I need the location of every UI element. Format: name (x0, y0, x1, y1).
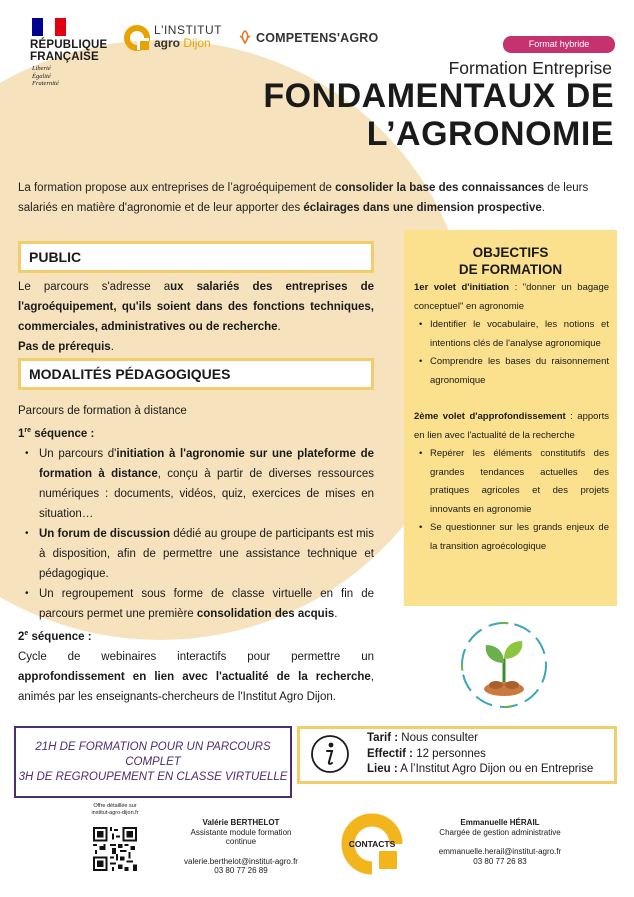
title-line1: FONDAMENTAUX DE (263, 77, 614, 115)
list-item: • Identifier le vocabulaire, les notions et intentions clés de l'analyse agronomique (414, 316, 609, 353)
volet-1-heading (414, 279, 609, 316)
volet-2-label: 2ème volet d'approfondissement (414, 411, 566, 422)
republique-francaise-logo (30, 39, 107, 63)
hours-line1: 21H DE FORMATION POUR UN PARCOURS (35, 741, 271, 753)
motto-liberte: Liberté (32, 65, 51, 72)
intro-bold-1: consolider la base des connaissances (335, 182, 545, 194)
public-bold-1: ux salariés des entreprises de l'agroéquipement, qu'ils soient dans des fonctions techniques, commerciales, administratives ou de recherche (18, 281, 374, 333)
info-text (367, 731, 593, 778)
contacts-label: CONTACTS (348, 839, 396, 849)
sequence-1-heading (18, 421, 374, 444)
title-line2: L’AGRONOMIE (366, 115, 614, 153)
b3-text-1: Un regroupement sous forme de classe virtuelle en fin de parcours permet une première (39, 587, 374, 620)
contact-role: Chargée de gestion administrative (439, 827, 561, 837)
effectif-line (367, 747, 593, 763)
seq2-text-1: Cycle de webinaires interactifs pour permettre un (18, 650, 374, 663)
contact-name: Emmanuelle HÉRAIL (460, 818, 540, 827)
contact-email[interactable]: valerie.berthelot@institut-agro.fr (184, 856, 298, 866)
motto-fraternite: Fraternité (32, 80, 59, 87)
list-item: • Repérer les éléments constitutifs des grandes tendances actuelles des pratiques agricoles et des projets innovants en agronomie (414, 445, 609, 519)
b3-text-2: . (334, 607, 338, 620)
competens-agro-text: COMPETENS'AGRO (256, 31, 379, 45)
modalites-intro: Parcours de formation à distance (18, 405, 187, 417)
republique-motto (32, 65, 59, 88)
seq2-text-2: , animés par les enseignants-chercheurs de l'Institut Agro Dijon. (18, 670, 374, 703)
intro-bold-2: éclairages dans une dimension prospective (303, 202, 542, 214)
format-badge: Format hybride (503, 36, 615, 53)
sequence-1-list (18, 444, 374, 624)
intro-text-3: . (541, 202, 545, 214)
seq2-num: 2 (18, 630, 25, 643)
tarif-label: Tarif : (367, 732, 399, 744)
institut-agro-logo (123, 24, 151, 52)
intro-text-1: La formation propose aux entreprises de l’agroéquipement de (18, 182, 336, 194)
republique-line1: RÉPUBLIQUE (30, 39, 108, 51)
list-item: • Se questionner sur les grands enjeux de la transition agroécologique (414, 519, 609, 556)
public-text-1: Le parcours s'adresse a (18, 281, 171, 293)
seq1-num: 1 (18, 427, 25, 440)
intro-text-2: de leurs salariés en matière d'agronomie et de leur apporter des (18, 182, 589, 214)
institut-dijon-word: Dijon (183, 36, 211, 50)
contact-emmanuelle (420, 818, 580, 866)
b1-bold-1: initiation à l'agronomie sur une plateforme de formation à distance (39, 447, 374, 480)
contact-phone: 03 80 77 26 83 (473, 856, 527, 866)
hours-line3: 3H DE REGROUPEMENT EN CLASSE VIRTUELLE (18, 771, 288, 783)
contact-valerie (170, 818, 312, 876)
seq1-sup: re (24, 427, 32, 434)
modalites-body (18, 401, 374, 707)
public-paragraph (18, 277, 374, 357)
seq2-bold-1: approfondissement en lien avec l'actualité de la recherche (18, 670, 371, 683)
objectifs-title-line2: DE FORMATION (458, 262, 563, 277)
b3-bold-1: consolidation des acquis (196, 607, 335, 620)
institut-text: L'INSTITUT (154, 23, 222, 37)
contact-role-2: continue (225, 837, 257, 846)
qr-label-line1: Offre détaillée sur (93, 803, 137, 809)
objectifs-title (404, 244, 617, 278)
objectifs-title-line1: OBJECTIFS (472, 245, 549, 260)
hours-line2: COMPLET (125, 756, 181, 768)
seq2-rest: séquence : (28, 630, 92, 643)
b1-text-1: Un parcours d' (39, 447, 117, 460)
contact-role: Assistante module formation (190, 827, 292, 837)
list-item (18, 444, 374, 524)
volet-1-label: 1er volet d'initiation (414, 282, 510, 293)
institut-agro-word: agro (154, 36, 181, 50)
seq1-rest: séquence : (31, 427, 95, 440)
b1-text-2: , conçu à partir de diverses ressources numériques : documents, vidéos, quiz, exercices de mises en situation… (39, 467, 375, 520)
volet-1-list (414, 316, 609, 390)
contact-email[interactable]: emmanuelle.herail@institut-agro.fr (438, 847, 562, 856)
contact-phone: 03 80 77 26 89 (214, 866, 268, 875)
intro-paragraph (18, 178, 618, 218)
volet-1-text: : "donner un bagage conceptuel" en agronomie (414, 282, 610, 312)
volet-2-heading (414, 408, 609, 445)
list-item (18, 584, 374, 624)
public-text-2: . (277, 321, 281, 333)
qr-code[interactable] (93, 827, 137, 871)
hours-box (14, 726, 292, 798)
qr-label-line2: institut-agro-dijon.fr (91, 810, 139, 816)
lieu-label: Lieu : (367, 763, 398, 775)
public-text-3: . (110, 341, 114, 353)
page-subtitle: Formation Entreprise (448, 58, 612, 78)
contact-name: Valérie BERTHELOT (202, 818, 280, 827)
lieu-value: A l’Institut Agro Dijon ou en Entreprise (397, 763, 594, 775)
motto-egalite: Égalité (32, 72, 51, 80)
plant-sprout-icon (456, 617, 552, 713)
volet-2-text: : apports en lien avec l'actualité de la recherche (414, 411, 609, 441)
info-icon (309, 733, 351, 775)
institut-agro-dijon-text (154, 36, 211, 50)
effectif-label: Effectif : (367, 747, 413, 760)
b2-bold-1: Un forum de discussion (39, 527, 171, 540)
public-bold-2: Pas de prérequis (18, 341, 111, 353)
volet-2-list (414, 445, 609, 556)
competens-agro-logo (238, 30, 252, 44)
tarif-line (367, 731, 593, 747)
objectifs-body (414, 279, 609, 556)
qr-label (80, 803, 150, 817)
modalites-heading: MODALITÉS PÉDAGOGIQUES (18, 358, 374, 390)
republique-line2: FRANÇAISE (30, 51, 99, 63)
list-item: • Comprendre les bases du raisonnement agronomique (414, 353, 609, 390)
b2-text-1: dédié au groupe de participants est mis à disposition, afin de permettre une assistance technique et pédagogique. (39, 527, 374, 580)
sequence-2-heading (18, 624, 374, 647)
french-flag-icon (32, 18, 66, 36)
effectif-value: 12 personnes (413, 747, 486, 760)
lieu-line (367, 762, 593, 778)
public-heading: PUBLIC (18, 241, 374, 273)
page-title (200, 77, 614, 153)
seq2-sup: e (24, 629, 29, 637)
tarif-value: Nous consulter (398, 732, 478, 744)
sequence-2-text (18, 647, 374, 707)
list-item (18, 524, 374, 584)
